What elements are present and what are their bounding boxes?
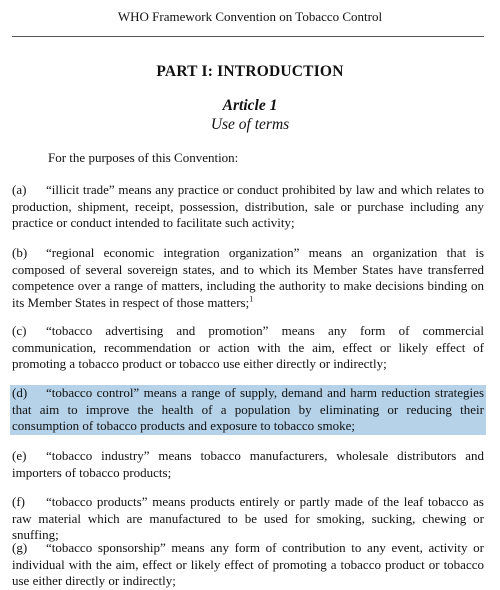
definition-d-selected[interactable] bbox=[10, 385, 486, 435]
definition-text: “tobacco advertising and promotion” means any form of commercial communication, recommendation or action with the aim, effect or likely effect of promoting a tobacco product or tobacco use either directly or indirectly; bbox=[12, 323, 484, 371]
definition-letter: (e) bbox=[12, 448, 27, 463]
definition-text: “tobacco industry” means tobacco manufacturers, wholesale distributors and importers of tobacco products; bbox=[12, 448, 484, 480]
running-header: WHO Framework Convention on Tobacco Control bbox=[117, 9, 383, 24]
definition-letter: (g) bbox=[12, 540, 28, 555]
definition-letter: (a) bbox=[12, 182, 27, 197]
definition-text: “tobacco control” means a range of supply, demand and harm reduction strategies that aim to improve the health of a population by eliminating or reducing their consumption of tobacco products and exposure to tobacco smoke; bbox=[12, 385, 484, 433]
definition-text: “tobacco products” means products entirely or partly made of the leaf tobacco as raw material which are manufactured to be used for smoking, sucking, chewing or snuffing; bbox=[12, 494, 484, 542]
definition-c[interactable] bbox=[12, 323, 484, 373]
definition-letter: (c) bbox=[12, 323, 27, 338]
footnote-marker[interactable]: 1 bbox=[249, 294, 254, 304]
header-divider bbox=[12, 36, 484, 37]
definition-letter: (f) bbox=[12, 494, 25, 509]
definition-text: “illicit trade” means any practice or conduct prohibited by law and which relates to production, shipment, receipt, possession, distribution, sale or purchase including any practice or conduct intended to facilitate such activity; bbox=[12, 182, 484, 230]
definition-g[interactable] bbox=[12, 540, 484, 590]
article-title: Use of terms bbox=[210, 116, 290, 133]
intro-sentence: For the purposes of this Convention: bbox=[48, 150, 239, 165]
definition-text: “regional economic integration organization” means an organization that is composed of several sovereign states, and to which its Member States have transferred competence over a range of matters, including the authority to make decisions binding on its Member States in respect of those matters; bbox=[12, 245, 484, 310]
definition-text: “tobacco sponsorship” means any form of contribution to any event, activity or individual with the aim, effect or likely effect of promoting a tobacco product or tobacco use either directly or indirectly; bbox=[12, 540, 484, 588]
definition-e[interactable] bbox=[12, 448, 484, 481]
definition-b[interactable] bbox=[12, 245, 484, 311]
definition-f[interactable] bbox=[12, 494, 484, 544]
article-number: Article 1 bbox=[222, 97, 278, 114]
definition-a[interactable] bbox=[12, 182, 484, 232]
definition-letter: (b) bbox=[12, 245, 28, 260]
part-title: PART I: INTRODUCTION bbox=[156, 63, 344, 80]
definition-letter: (d) bbox=[12, 385, 28, 400]
